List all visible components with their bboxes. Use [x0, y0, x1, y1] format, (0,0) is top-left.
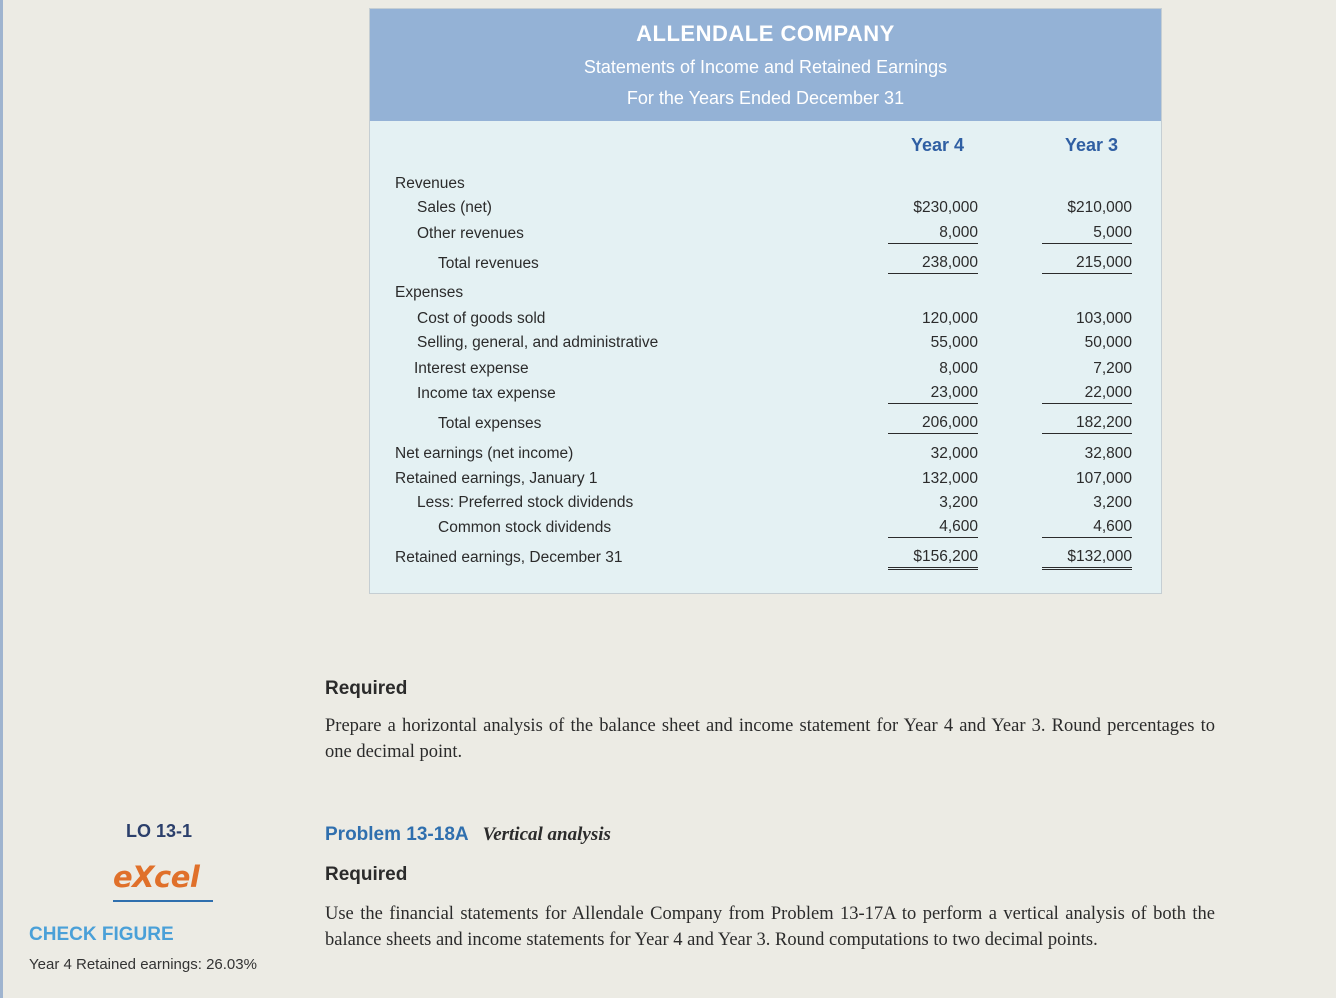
statement-row: [370, 467, 1163, 491]
statement-row: [370, 331, 1163, 355]
column-header-year4: Year 4: [911, 135, 965, 155]
statement-period: For the Years Ended December 31: [626, 88, 905, 108]
amount-year3: $132,000: [1042, 547, 1132, 570]
problem-required-text: Use the financial statements for Allendale Company from Problem 13-17A to perform a vertical analysis of both the balance sheets and income statements for Year 4 and Year 3. Round computations to two decimal points.: [325, 904, 1215, 950]
amount-year3: 50,000: [1084, 334, 1132, 351]
amount-year4: 206,000: [888, 413, 978, 434]
row-label: Interest expense: [414, 360, 529, 377]
problem-title: Vertical analysis: [482, 824, 611, 845]
amount-year3: 182,200: [1042, 413, 1132, 434]
amount-year4: 32,000: [930, 445, 978, 462]
statement-row: [370, 546, 1163, 570]
required-text: Prepare a horizontal analysis of the balance sheet and income statement for Year 4 and Year 3. Round percentages to one decimal point.: [325, 716, 1215, 762]
amount-year4: 132,000: [921, 470, 978, 487]
amount-year4: 8,000: [939, 360, 978, 377]
amount-year3: 7,200: [1093, 360, 1132, 377]
statement-row: [370, 252, 1163, 276]
statement-row: [370, 222, 1163, 246]
amount-year4: $230,000: [913, 199, 978, 216]
row-label: Retained earnings, December 31: [395, 549, 623, 566]
statement-row: [370, 172, 1163, 196]
row-label: Revenues: [395, 175, 465, 192]
problem-heading: [325, 822, 611, 848]
excel-icon: [113, 856, 215, 904]
amount-year3: 3,200: [1093, 494, 1132, 511]
row-label: Total revenues: [438, 255, 539, 272]
amount-year4: 4,600: [888, 517, 978, 538]
amount-year4: 120,000: [921, 310, 978, 327]
amount-year4: 55,000: [930, 334, 978, 351]
amount-year3: 32,800: [1084, 445, 1132, 462]
statement-header: [370, 9, 1161, 121]
column-header-year3: Year 3: [1065, 135, 1119, 155]
row-label: Total expenses: [438, 415, 542, 432]
row-label: Retained earnings, January 1: [395, 470, 598, 487]
row-label: Sales (net): [417, 199, 492, 216]
row-label: Income tax expense: [417, 385, 556, 402]
statement-row: [370, 412, 1163, 436]
learning-objective-label: LO 13-1: [126, 821, 193, 841]
required-heading: Required: [325, 678, 408, 699]
excel-logo-underline: [113, 900, 213, 902]
statement-row: [370, 491, 1163, 515]
row-label: Common stock dividends: [438, 519, 612, 536]
row-label: Net earnings (net income): [395, 445, 574, 462]
row-label: Less: Preferred stock dividends: [417, 494, 634, 511]
check-figure-note: Year 4 Retained earnings: 26.03%: [29, 956, 257, 973]
amount-year4: 8,000: [888, 223, 978, 244]
amount-year4: 23,000: [888, 383, 978, 404]
row-label: Expenses: [395, 284, 464, 301]
problem-required-heading: Required: [325, 864, 408, 885]
amount-year3: 22,000: [1042, 383, 1132, 404]
excel-logo-text: eXcel: [113, 860, 200, 894]
statement-row: [370, 281, 1163, 305]
statement-row: [370, 357, 1163, 381]
check-figure-heading: CHECK FIGURE: [29, 924, 174, 945]
amount-year3: 4,600: [1042, 517, 1132, 538]
statement-row: [370, 307, 1163, 331]
left-margin-rule: [0, 0, 3, 998]
amount-year3: $210,000: [1067, 199, 1132, 216]
statement-title: Statements of Income and Retained Earnings: [583, 57, 948, 77]
amount-year3: 103,000: [1075, 310, 1132, 327]
amount-year4: $156,200: [888, 547, 978, 570]
row-label: Selling, general, and administrative: [417, 334, 659, 351]
amount-year3: 215,000: [1042, 253, 1132, 274]
problem-number: Problem 13-18A: [325, 824, 469, 845]
company-name: ALLENDALE COMPANY: [636, 21, 895, 46]
statement-row: [370, 442, 1163, 466]
statement-row: [370, 382, 1163, 406]
amount-year4: 3,200: [939, 494, 978, 511]
amount-year4: 238,000: [888, 253, 978, 274]
income-statement-box: [369, 8, 1162, 594]
statement-row: [370, 196, 1163, 220]
amount-year3: 107,000: [1075, 470, 1132, 487]
row-label: Cost of goods sold: [417, 310, 546, 327]
row-label: Other revenues: [417, 225, 524, 242]
statement-row: [370, 516, 1163, 540]
amount-year3: 5,000: [1042, 223, 1132, 244]
